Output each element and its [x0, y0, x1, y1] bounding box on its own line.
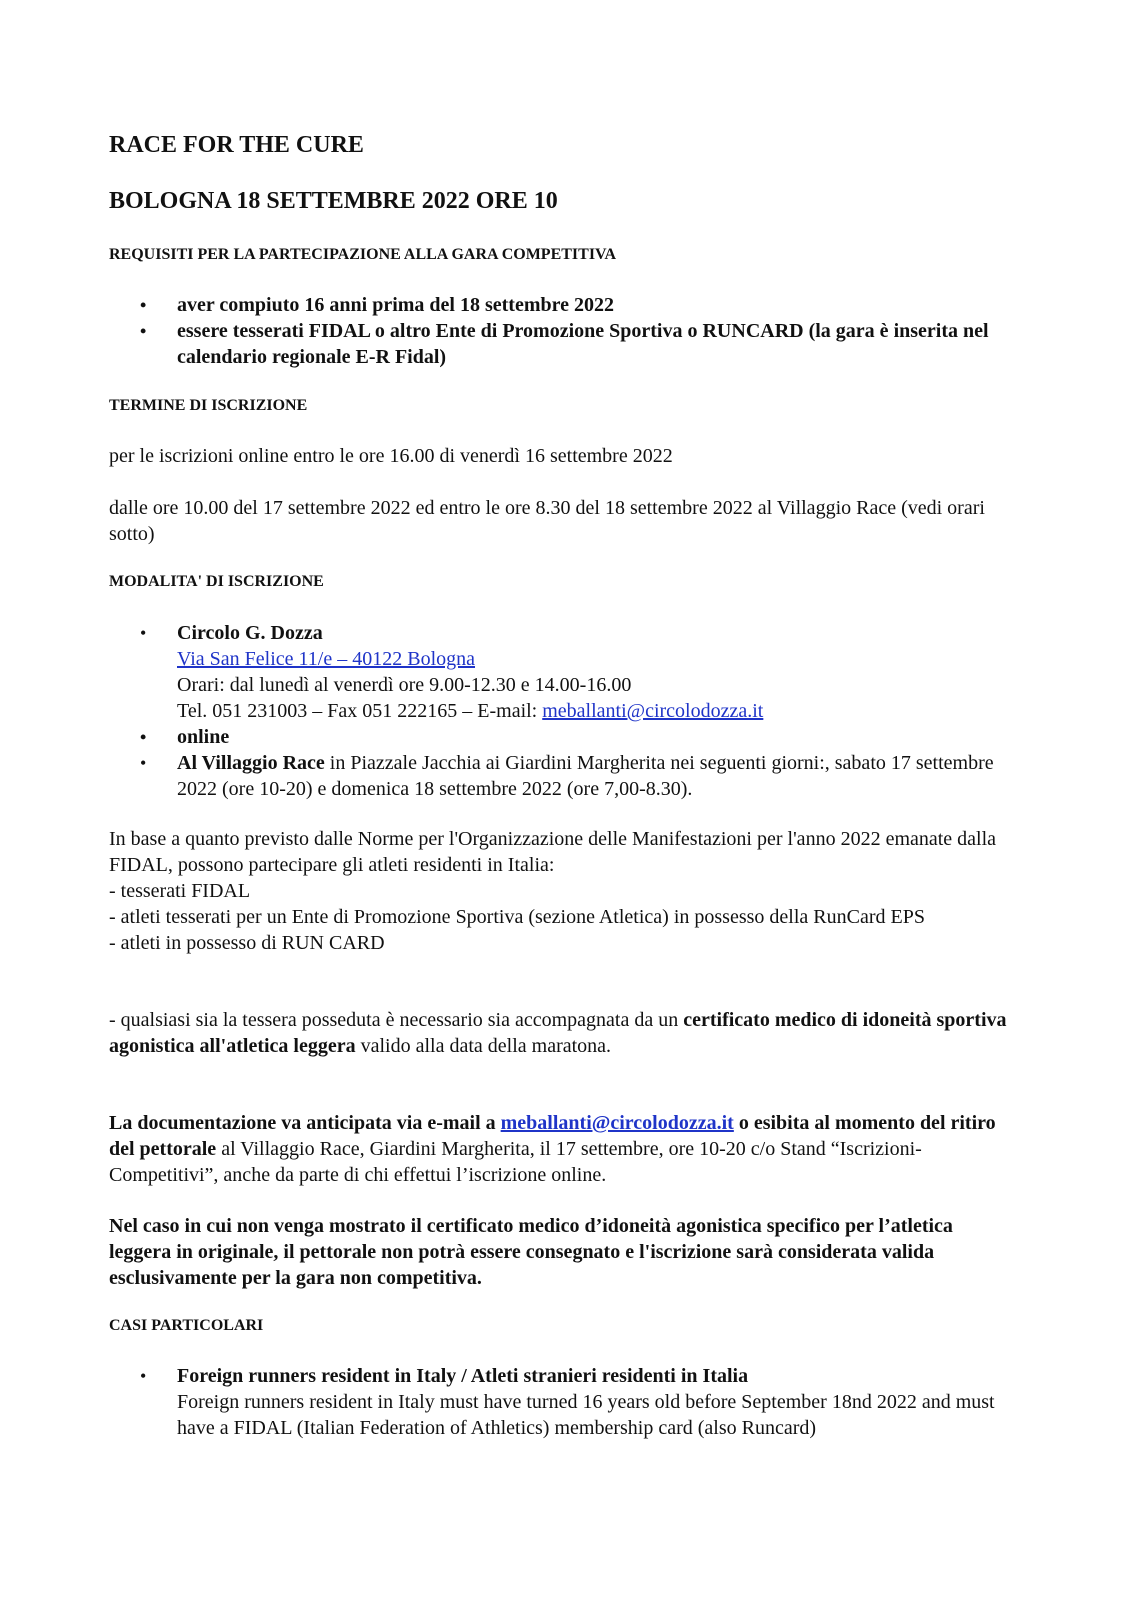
casi-list — [0, 1363, 1131, 1441]
foreign-runners-title: • Foreign runners resident in Italy / Atleti stranieri residenti in Italia — [177, 1365, 749, 1387]
circolo-name: • Circolo G. Dozza — [177, 622, 323, 644]
section-heading-modalita: MODALITA' DI ISCRIZIONE — [109, 573, 324, 590]
circolo-hours: Orari: dal lunedì al venerdì ore 9.00-12.30 e 14.00-16.00 — [177, 674, 632, 696]
norme-line-3: - atleti in possesso di RUN CARD — [109, 932, 385, 954]
list-item-villaggio — [0, 750, 1131, 802]
villaggio-text: in Piazzale Jacchia ai Giardini Margherita nei seguenti giorni:, sabato 17 settembre 2022 (ore 10-20) e domenica 18 settembre 2022 (ore 7,00-8.30). — [177, 752, 994, 800]
page-subtitle: BOLOGNA 18 SETTEMBRE 2022 ORE 10 — [109, 188, 558, 214]
norme-line-2: - atleti tesserati per un Ente di Promozione Sportiva (sezione Atletica) in possesso della RunCard EPS — [109, 906, 925, 928]
norme-block — [109, 826, 1009, 956]
doc-rest: al Villaggio Race, Giardini Margherita, il 17 settembre, ore 10-20 c/o Stand “Iscrizioni-Competitivi”, anche da parte di chi effettui l’iscrizione online. — [109, 1138, 922, 1186]
email-link[interactable]: meballanti@circolodozza.it — [500, 1112, 734, 1134]
section-heading-casi: CASI PARTICOLARI — [109, 1317, 264, 1334]
email-link[interactable]: meballanti@circolodozza.it — [542, 700, 764, 722]
paragraph-online-deadline: per le iscrizioni online entro le ore 16.00 di venerdì 16 settembre 2022 — [109, 445, 673, 467]
certificate-paragraph — [109, 1007, 1009, 1059]
list-item-circolo — [0, 620, 1131, 724]
cert-pre: - qualsiasi sia la tessera posseduta è necessario sia accompagnata da un — [109, 1009, 684, 1031]
section-heading-termine: TERMINE DI ISCRIZIONE — [109, 397, 308, 414]
norme-line-1: - tesserati FIDAL — [109, 880, 251, 902]
paragraph-onsite-deadline: dalle ore 10.00 del 17 settembre 2022 ed entro le ore 8.30 del 18 settembre 2022 al Villaggio Race (vedi orari sotto) — [109, 497, 985, 545]
doc-bold-1: La documentazione va anticipata via e-mail a — [109, 1112, 501, 1134]
list-item-online: • online — [0, 724, 1131, 750]
villaggio-label: Al Villaggio Race — [177, 752, 325, 774]
documentation-paragraph — [109, 1110, 1009, 1188]
page-title: RACE FOR THE CURE — [109, 132, 364, 158]
cert-post: valido alla data della maratona. — [355, 1035, 612, 1057]
list-item: • essere tesserati FIDAL o altro Ente di Promozione Sportiva o RUNCARD (la gara è inserita nel calendario regionale E-R Fidal) — [0, 318, 1131, 370]
contact-prefix: Tel. 051 231003 – Fax 051 222165 – E-mail: — [177, 700, 543, 722]
list-item: • aver compiuto 16 anni prima del 18 settembre 2022 — [0, 292, 1131, 318]
requisiti-list — [0, 292, 1131, 370]
warning-paragraph: Nel caso in cui non venga mostrato il certificato medico d’idoneità agonistica specifico per l’atletica leggera in originale, il pettorale non potrà essere consegnato e l'iscrizione sarà considerata valida esclusivamente per la gara non competitiva. — [109, 1215, 953, 1289]
norme-intro: In base a quanto previsto dalle Norme per l'Organizzazione delle Manifestazioni per l'anno 2022 emanate dalla FIDAL, possono partecipare gli atleti residenti in Italia: — [109, 828, 997, 876]
circolo-address-link[interactable]: Via San Felice 11/e – 40122 Bologna — [177, 648, 476, 670]
cert-bold: certificato medico di idoneità sportiva agonistica all'atletica leggera — [109, 1009, 1007, 1057]
section-heading-requisiti: REQUISITI PER LA PARTECIPAZIONE ALLA GARA COMPETITIVA — [109, 246, 617, 263]
foreign-runners-text: Foreign runners resident in Italy must have turned 16 years old before September 18nd 2022 and must have a FIDAL (Italian Federation of Athletics) membership card (also Runcard) — [177, 1391, 995, 1439]
circolo-contacts — [177, 698, 1021, 724]
list-item-foreign-runners — [0, 1363, 1131, 1441]
modalita-list — [0, 620, 1131, 802]
doc-bold-2: o esibita al momento del ritiro del pettorale — [109, 1112, 996, 1160]
